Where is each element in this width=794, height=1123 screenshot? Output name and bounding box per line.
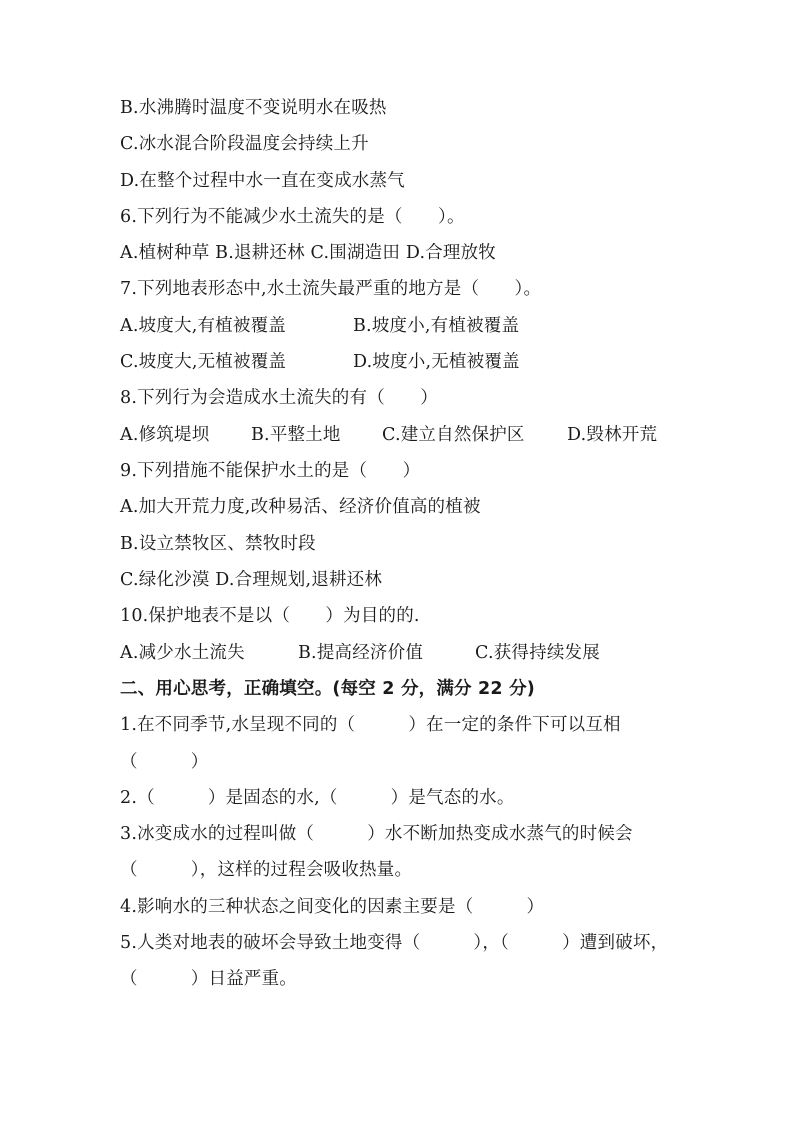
question-8-option-a: A.修筑堤坝 xyxy=(120,425,210,445)
q5-option-b: B.水沸腾时温度不变说明水在吸热 xyxy=(120,98,387,118)
question-10-option-c: C.获得持续发展 xyxy=(475,643,600,663)
question-8-option-c: C.建立自然保护区 xyxy=(382,425,525,445)
fill-1-line-2: （ ） xyxy=(120,752,209,772)
question-6: 6.下列行为不能减少水土流失的是（ ）。 xyxy=(120,207,465,227)
question-7-option-c: C.坡度大,无植被覆盖 xyxy=(120,352,287,372)
question-7-option-d: D.坡度小,无植被覆盖 xyxy=(353,352,520,372)
fill-3-line-1: 3.冰变成水的过程叫做（ ）水不断加热变成水蒸气的时候会 xyxy=(120,824,633,844)
fill-4: 4.影响水的三种状态之间变化的因素主要是（ ） xyxy=(120,897,545,917)
question-10-option-b: B.提高经济价值 xyxy=(298,643,424,663)
question-9: 9.下列措施不能保护水土的是（ ） xyxy=(120,461,421,481)
question-7: 7.下列地表形态中,水土流失最严重的地方是（ ）。 xyxy=(120,279,542,299)
fill-3-line-2: （ ），这样的过程会吸收热量。 xyxy=(120,860,413,880)
question-8: 8.下列行为会造成水土流失的有（ ） xyxy=(120,388,438,408)
question-8-option-d: D.毁林开荒 xyxy=(567,425,658,445)
question-7-option-a: A.坡度大,有植被覆盖 xyxy=(120,316,286,336)
fill-5-line-1: 5.人类对地表的破坏会导致土地变得（ ），（ ）遭到破坏， xyxy=(120,933,669,953)
question-10-option-a: A.减少水土流失 xyxy=(120,643,245,663)
question-9-option-b: B.设立禁牧区、禁牧时段 xyxy=(120,534,316,554)
fill-1-line-1: 1.在不同季节,水呈现不同的（ ）在一定的条件下可以互相 xyxy=(120,715,621,735)
question-9-option-a: A.加大开荒力度,改种易活、经济价值高的植被 xyxy=(120,497,481,517)
question-7-option-b: B.坡度小,有植被覆盖 xyxy=(353,316,520,336)
fill-2: 2.（ ）是固态的水,（ ）是气态的水。 xyxy=(120,788,515,808)
question-8-option-b: B.平整土地 xyxy=(251,425,341,445)
q5-option-d: D.在整个过程中水一直在变成水蒸气 xyxy=(120,171,405,191)
question-6-options: A.植树种草 B.退耕还林 C.围湖造田 D.合理放牧 xyxy=(120,243,497,263)
fill-5-line-2: （ ）日益严重。 xyxy=(120,969,297,989)
question-10: 10.保护地表不是以（ ）为目的的. xyxy=(120,606,420,626)
section-2-heading: 二、用心思考，正确填空。(每空 2 分，满分 22 分) xyxy=(120,679,535,699)
question-9-options-cd: C.绿化沙漠 D.合理规划,退耕还林 xyxy=(120,570,383,590)
q5-option-c: C.冰水混合阶段温度会持续上升 xyxy=(120,134,369,154)
